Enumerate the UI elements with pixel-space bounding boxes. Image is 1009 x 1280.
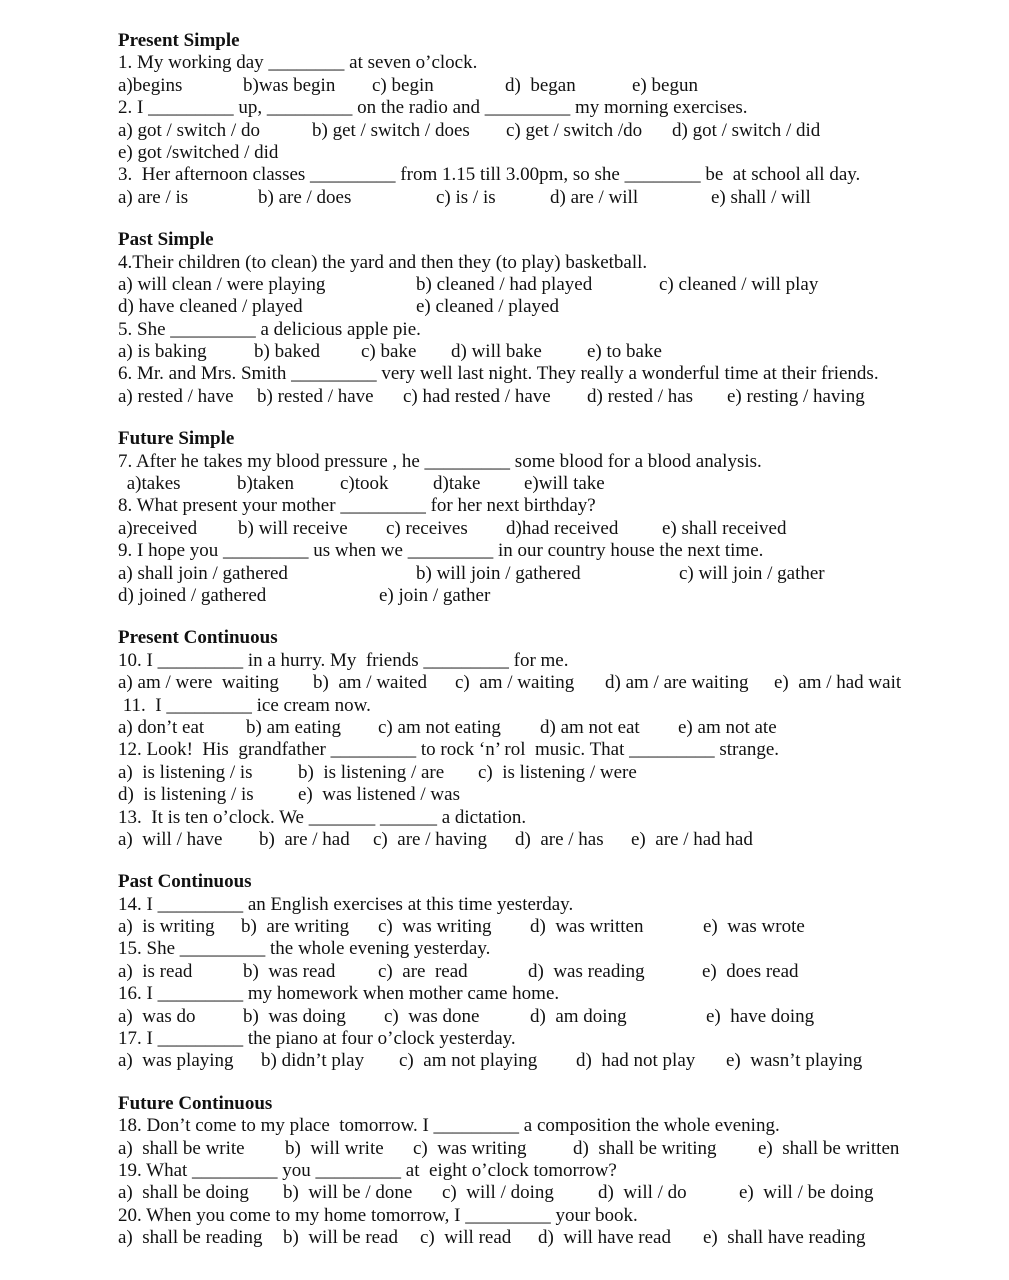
answer-option: e) to bake [587, 341, 662, 363]
answer-option: b) am / waited [313, 672, 427, 694]
answer-option: a)takes [122, 473, 181, 495]
answer-option: d) am not eat [540, 716, 640, 738]
answer-option: a) is writing [118, 916, 215, 938]
answer-option: e) does read [702, 960, 799, 982]
answer-option: e) begun [632, 74, 698, 96]
answer-options [118, 916, 998, 938]
answer-options [118, 120, 998, 142]
answer-option: e) will / be doing [739, 1182, 874, 1204]
answer-option: c) will join / gather [679, 562, 825, 584]
question-text: 7. After he takes my blood pressure , he _________ some blood for a blood analysis. [118, 450, 762, 472]
answer-option: a) is listening / is [118, 761, 253, 783]
answer-option: e) are / had had [631, 828, 753, 850]
answer-option: c) am not playing [399, 1050, 538, 1072]
question-line [118, 52, 998, 74]
answer-option: a) is baking [118, 341, 207, 363]
section-past-simple [118, 229, 998, 408]
answer-option: a)begins [118, 74, 183, 96]
answer-option: c) receives [386, 517, 468, 539]
answer-option: a) am / were waiting [118, 672, 279, 694]
question-text: 6. Mr. and Mrs. Smith _________ very well last night. They really a wonderful time at their friends. [118, 363, 879, 385]
answer-option: b) are / does [258, 186, 352, 208]
answer-options [118, 1138, 998, 1160]
answer-option: c) am / waiting [455, 672, 575, 694]
answer-option: b) will be / done [283, 1182, 413, 1204]
answer-option: a) rested / have [118, 385, 234, 407]
section-heading: Future Simple [118, 428, 235, 450]
answer-option: b) will receive [238, 517, 348, 539]
answer-option: c) will read [420, 1227, 512, 1249]
answer-option: a) got / switch / do [118, 119, 260, 141]
answer-option: a) shall join / gathered [118, 562, 288, 584]
question-line [118, 695, 998, 717]
answer-option: c)took [340, 473, 389, 495]
section-heading: Past Continuous [118, 871, 252, 893]
answer-option: e) cleaned / played [416, 296, 559, 318]
question-line [118, 1205, 998, 1227]
answer-option: d) will bake [451, 341, 542, 363]
section-future-simple [118, 428, 998, 607]
answer-option: b) rested / have [257, 385, 374, 407]
answer-option: d) began [505, 74, 576, 96]
answer-option: b) was doing [243, 1005, 346, 1027]
question-text: 14. I _________ an English exercises at this time yesterday. [118, 893, 574, 915]
section-heading: Present Simple [118, 30, 240, 51]
answer-option: c) was done [384, 1005, 480, 1027]
question-text: e) got /switched / did [118, 141, 279, 163]
question-line [118, 983, 998, 1005]
answer-options [118, 672, 998, 694]
answer-option: e) join / gather [379, 584, 491, 606]
question-text: 5. She _________ a delicious apple pie. [118, 318, 421, 340]
question-text: 1. My working day ________ at seven o’clock. [118, 52, 478, 74]
answer-option: d) will / do [598, 1182, 687, 1204]
answer-option: c) cleaned / will play [659, 273, 819, 295]
answer-option: b) will be read [283, 1227, 399, 1249]
question-text: 4.Their children (to clean) the yard and then they (to play) basketball. [118, 251, 648, 273]
question-line [118, 97, 998, 119]
answer-option: a) will / have [118, 828, 223, 850]
answer-option: b) didn’t play [261, 1050, 365, 1072]
question-text: 12. Look! His grandfather _________ to rock ‘n’ rol music. That _________ strange. [118, 739, 780, 761]
answer-option: d) are / will [550, 186, 639, 208]
answer-options [118, 518, 998, 540]
answer-option: b)taken [237, 473, 294, 495]
answer-option: b) is listening / are [298, 761, 445, 783]
question-text: 17. I _________ the piano at four o’clock yesterday. [118, 1028, 516, 1050]
answer-option: a)received [118, 517, 198, 539]
question-text: 18. Don’t come to my place tomorrow. I _________ a composition the whole evening. [118, 1115, 780, 1137]
answer-option: a) shall be write [118, 1137, 245, 1159]
answer-options [118, 1006, 998, 1028]
question-line [118, 164, 998, 186]
answer-options [118, 563, 998, 585]
answer-option: d) got / switch / did [672, 119, 821, 141]
answer-option: d) had not play [576, 1050, 696, 1072]
section-heading: Past Simple [118, 229, 214, 251]
answer-options [118, 1050, 998, 1072]
question-line [118, 1028, 998, 1050]
question-text: 10. I _________ in a hurry. My friends _________ for me. [118, 649, 569, 671]
answer-option: e) was listened / was [298, 784, 460, 806]
question-line [118, 540, 998, 562]
question-line [118, 363, 998, 385]
answer-option: d) am / are waiting [605, 672, 749, 694]
answer-options [118, 75, 998, 97]
answer-option: c) was writing [378, 916, 492, 938]
answer-option: e) shall be written [758, 1137, 900, 1159]
answer-option: c) was writing [413, 1137, 527, 1159]
answer-option: d) are / has [515, 828, 604, 850]
answer-options [118, 961, 998, 983]
answer-option: b) cleaned / had played [416, 273, 593, 295]
section-heading: Future Continuous [118, 1092, 273, 1114]
answer-option: b)was begin [243, 74, 336, 96]
answer-option: d) have cleaned / played [118, 296, 303, 318]
answer-option: d) is listening / is [118, 784, 254, 806]
section-present-continuous [118, 627, 998, 851]
answer-option: a) was do [118, 1005, 196, 1027]
answer-options [118, 187, 998, 209]
answer-options [118, 585, 998, 607]
answer-option: e) am not ate [678, 716, 777, 738]
answer-option: c) get / switch /do [506, 119, 643, 141]
question-line [118, 894, 998, 916]
question-text: 2. I _________ up, _________ on the radio and _________ my morning exercises. [118, 97, 748, 119]
answer-option: b) are / had [259, 828, 350, 850]
question-line [118, 650, 998, 672]
answer-options [118, 386, 998, 408]
answer-option: c) are read [378, 960, 468, 982]
answer-options [118, 1182, 998, 1204]
answer-option: b) will join / gathered [416, 562, 581, 584]
answer-option: e) was wrote [703, 916, 805, 938]
question-line [118, 938, 998, 960]
answer-option: e) am / had wait [774, 672, 902, 694]
answer-option: d) am doing [530, 1005, 627, 1027]
answer-options [118, 473, 998, 495]
question-line [118, 319, 998, 341]
answer-option: e) shall received [662, 517, 787, 539]
answer-options [118, 341, 998, 363]
answer-option: a) shall be reading [118, 1227, 263, 1249]
answer-option: d) shall be writing [573, 1137, 717, 1159]
answer-options [118, 784, 998, 806]
question-text: 8. What present your mother _________ for her next birthday? [118, 495, 596, 517]
answer-option: c) is listening / were [478, 761, 637, 783]
answer-option: e) resting / having [727, 385, 865, 407]
question-text: 16. I _________ my homework when mother came home. [118, 983, 560, 1005]
answer-option: d)take [433, 473, 481, 495]
answer-option: a) shall be doing [118, 1182, 249, 1204]
answer-options [118, 274, 998, 296]
worksheet-page [118, 30, 998, 1270]
question-text: 3. Her afternoon classes _________ from 1.15 till 3.00pm, so she ________ be at school all day. [118, 164, 861, 186]
answer-option: d) was written [530, 916, 644, 938]
answer-options [118, 717, 998, 739]
answer-option: d) was reading [528, 960, 645, 982]
answer-option: d) will have read [538, 1227, 671, 1249]
answer-option: a) was playing [118, 1050, 234, 1072]
answer-option: d) joined / gathered [118, 584, 267, 606]
answer-option: b) are writing [241, 916, 350, 938]
question-line [118, 252, 998, 274]
answer-options [118, 762, 998, 784]
section-heading: Present Continuous [118, 627, 278, 649]
answer-option: b) baked [254, 341, 320, 363]
question-line [118, 1160, 998, 1182]
answer-option: c) begin [372, 74, 434, 96]
answer-option: a) don’t eat [118, 716, 205, 738]
answer-option: a) is read [118, 960, 193, 982]
question-text: 15. She _________ the whole evening yesterday. [118, 938, 491, 960]
question-line [118, 142, 998, 164]
answer-option: c) had rested / have [403, 385, 551, 407]
answer-options [118, 1227, 998, 1249]
answer-option: e) shall have reading [703, 1227, 866, 1249]
answer-option: a) are / is [118, 186, 189, 208]
answer-option: c) am not eating [378, 716, 501, 738]
answer-option: d) rested / has [587, 385, 694, 407]
answer-options [118, 829, 998, 851]
question-line [118, 1115, 998, 1137]
answer-option: c) bake [361, 341, 417, 363]
answer-option: b) get / switch / does [312, 119, 470, 141]
question-line [118, 739, 998, 761]
question-text: 9. I hope you _________ us when we _________ in our country house the next time. [118, 540, 764, 562]
answer-option: e)will take [524, 473, 605, 495]
answer-option: e) wasn’t playing [726, 1050, 863, 1072]
answer-option: c) is / is [436, 186, 496, 208]
answer-option: e) shall / will [711, 186, 811, 208]
question-text: 13. It is ten o’clock. We _______ ______ a dictation. [118, 806, 527, 828]
answer-option: b) will write [285, 1137, 384, 1159]
question-text: 19. What _________ you _________ at eight o’clock tomorrow? [118, 1159, 617, 1181]
answer-option: c) will / doing [442, 1182, 554, 1204]
section-past-continuous [118, 871, 998, 1073]
answer-option: d)had received [506, 517, 619, 539]
answer-options [118, 296, 998, 318]
section-present-simple [118, 30, 998, 209]
answer-option: b) was read [243, 960, 336, 982]
question-line [118, 451, 998, 473]
question-line [118, 495, 998, 517]
question-text: 11. I _________ ice cream now. [118, 694, 371, 716]
question-line [118, 807, 998, 829]
section-future-continuous [118, 1093, 998, 1250]
answer-option: b) am eating [246, 716, 341, 738]
question-text: 20. When you come to my home tomorrow, I _________ your book. [118, 1204, 638, 1226]
answer-option: c) are / having [373, 828, 487, 850]
answer-option: a) will clean / were playing [118, 273, 326, 295]
answer-option: e) have doing [706, 1005, 815, 1027]
